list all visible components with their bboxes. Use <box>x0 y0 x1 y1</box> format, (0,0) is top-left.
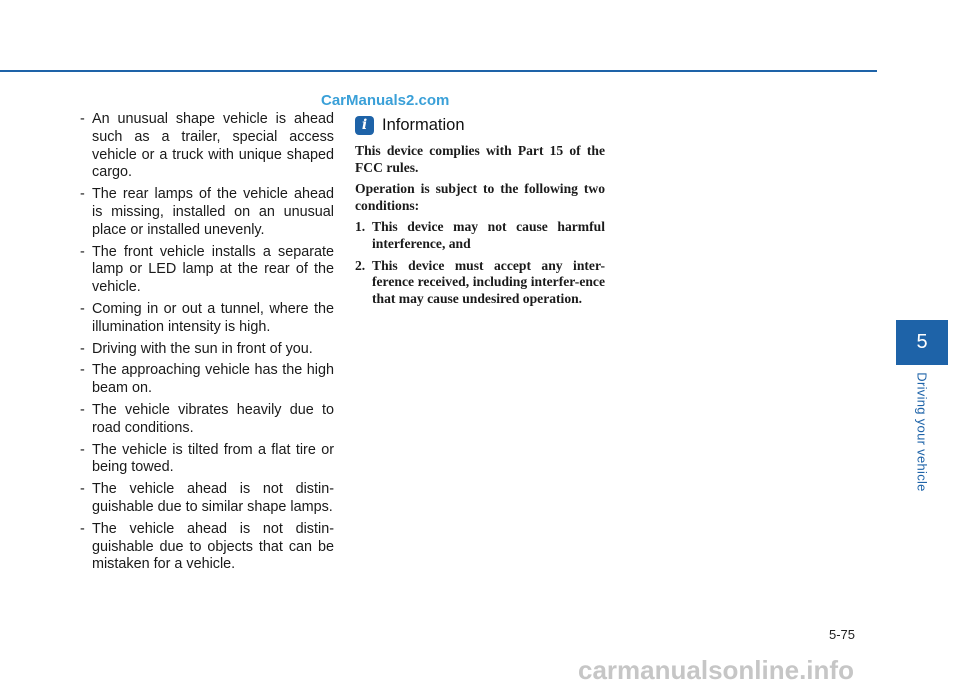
item-number: 1. <box>355 219 366 235</box>
list-dash: - <box>80 340 85 357</box>
list-item-text: Coming in or out a tunnel, where the illumination intensity is high. <box>92 300 334 335</box>
list-item <box>80 111 334 182</box>
list-item <box>80 244 334 297</box>
information-paragraph: Operation is subject to the following two conditions: <box>355 181 605 213</box>
list-dash: - <box>80 481 85 498</box>
watermark-top: CarManuals2.com <box>321 92 450 109</box>
list-dash: - <box>80 243 85 260</box>
page-number: 5-75 <box>829 627 856 642</box>
list-item-text: The vehicle is tilted from a flat tire or being towed. <box>92 441 334 476</box>
list-dash: - <box>80 111 85 127</box>
item-text: This device may not cause harmful interference, and <box>372 219 605 251</box>
list-item <box>80 362 334 398</box>
information-title: Information <box>382 115 465 134</box>
list-dash: - <box>80 186 85 203</box>
list-item <box>80 402 334 438</box>
information-paragraph: This device complies with Part 15 of the FCC rules. <box>355 143 605 175</box>
header-rule <box>0 70 877 72</box>
left-column <box>80 111 334 578</box>
watermark-bottom: carmanualsonline.info <box>578 655 854 685</box>
list-item-text: The vehicle vibrates heavily due to road conditions. <box>92 401 334 436</box>
list-dash: - <box>80 401 85 418</box>
numbered-item <box>355 258 605 308</box>
list-dash: - <box>80 441 85 458</box>
list-item <box>80 341 334 359</box>
item-text: This device must accept any inter-ference received, including interfer-ence that may cause undesired operation. <box>372 257 605 306</box>
list-item <box>80 481 334 517</box>
list-item <box>80 186 334 239</box>
item-number: 2. <box>355 257 366 273</box>
list-item-text: The approaching vehicle has the high beam on. <box>92 362 334 397</box>
list-item-text: Driving with the sun in front of you. <box>92 340 313 357</box>
list-item <box>80 301 334 337</box>
chapter-label-text: Driving your vehicle <box>914 372 930 492</box>
list-dash: - <box>80 520 85 537</box>
list-item-text: The vehicle ahead is not distin-guishable due to objects that can be mistaken for a vehicle. <box>92 520 334 573</box>
list-dash: - <box>80 362 85 379</box>
info-icon: i <box>355 116 374 135</box>
list-item-text: The vehicle ahead is not distin-guishable due to similar shape lamps. <box>92 481 334 515</box>
list-item <box>80 521 334 574</box>
list-item-text: The rear lamps of the vehicle ahead is missing, installed on an unusual place or installed unevenly. <box>92 186 334 238</box>
list-item <box>80 442 334 478</box>
information-header <box>355 113 605 137</box>
list-item-text: An unusual shape vehicle is ahead such as a trailer, special access vehicle or a truck with unique shaped cargo. <box>92 111 334 181</box>
information-box <box>355 113 605 312</box>
chapter-tab: 5 <box>896 320 948 365</box>
list-item-text: The front vehicle installs a separate lamp or LED lamp at the rear of the vehicle. <box>92 243 334 296</box>
numbered-item <box>355 219 605 252</box>
list-dash: - <box>80 300 85 317</box>
